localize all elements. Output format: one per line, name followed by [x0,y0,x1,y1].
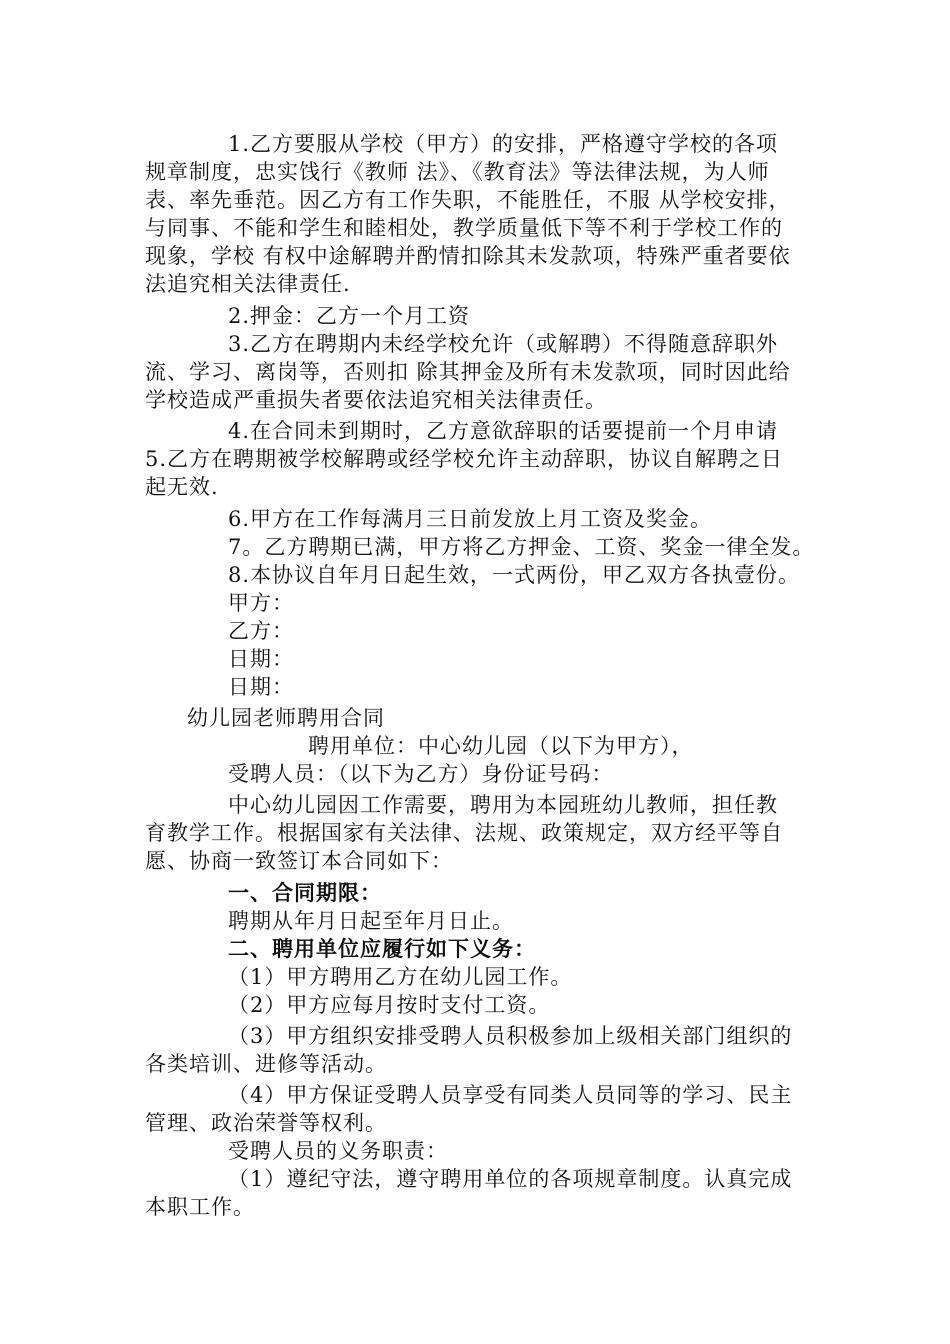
text-line: 流、学习、离岗等，否则扣 除其押金及所有未发款项，同时因此给 [145,360,791,384]
text-line: 2.押金：乙方一个月工资 [228,304,471,328]
text-line: 7。乙方聘期已满，甲方将乙方押金、工资、奖金一律全发。 [228,535,815,559]
section-heading: 二、聘用单位应履行如下义务： [228,936,536,961]
text-line: 中心幼儿园因工作需要，聘用为本园班幼儿教师，担任教 [228,793,778,817]
text-line: 4.在合同未到期时，乙方意欲辞职的话要提前一个月申请 [228,419,779,443]
text-line: 表、率先垂范。因乙方有工作失职，不能胜任，不服 从学校安排， [145,188,791,212]
text-line: 聘期从年月日起至年月日止。 [228,909,514,933]
date-label: 日期： [228,675,294,699]
text-line: 1.乙方要服从学校（甲方）的安排，严格遵守学校的各项 [228,132,779,156]
text-line: 本职工作。 [145,1195,255,1219]
section-heading: 一、合同期限： [228,880,382,905]
list-item: （2）甲方应每月按时支付工资。 [228,993,551,1017]
text-line: 8.本协议自年月日起生效，一式两份，甲乙双方各执壹份。 [228,563,801,587]
text-line: 学校造成严重损失者要依法追究相关法律责任。 [145,388,607,412]
signature-label-party-b: 乙方： [228,619,294,643]
text-line: 规章制度，忠实饯行《教师 法》、《教育法》等法律法规，为人师 [145,160,770,184]
text-line: 管理、政治荣誉等权利。 [145,1111,387,1135]
list-item: （1）甲方聘用乙方在幼儿园工作。 [228,965,573,989]
text-line: 法追究相关法律责任. [145,272,351,296]
signature-label-party-a: 甲方： [228,591,294,615]
text-line: 各类培训、进修等活动。 [145,1052,387,1076]
text-line: 愿、协商一致签订本合同如下： [145,849,453,873]
text-line: 起无效. [145,475,219,499]
text-line: 现象，学校 有权中途解聘并酌情扣除其未发款项，特殊严重者要依 [145,244,791,268]
text-line: 受聘人员的义务职责： [228,1139,448,1163]
text-line: 与同事、不能和学生和睦相处，教学质量低下等不利于学校工作的 [145,216,783,240]
list-item: （3）甲方组织安排受聘人员积极参加上级相关部门组织的 [228,1024,793,1048]
text-line: 6.甲方在工作每满月三日前发放上月工资及奖金。 [228,507,713,531]
list-item: （4）甲方保证受聘人员享受有同类人员同等的学习、民主 [228,1083,793,1107]
contract-title: 幼儿园老师聘用合同 [187,706,385,730]
date-label: 日期： [228,647,294,671]
employee-line: 受聘人员：（以下为乙方）身份证号码： [228,762,614,786]
text-line: 5.乙方在聘期被学校解聘或经学校允许主动辞职，协议自解聘之日 [145,447,784,471]
text-line: 育教学工作。根据国家有关法律、法规、政策规定，双方经平等自 [145,821,783,845]
text-line: 3.乙方在聘期内未经学校允许（或解聘）不得随意辞职外 [228,332,779,356]
employer-line: 聘用单位：中心幼儿园（以下为甲方）， [308,734,694,758]
list-item: （1）遵纪守法，遵守聘用单位的各项规章制度。认真完成 [228,1167,793,1191]
